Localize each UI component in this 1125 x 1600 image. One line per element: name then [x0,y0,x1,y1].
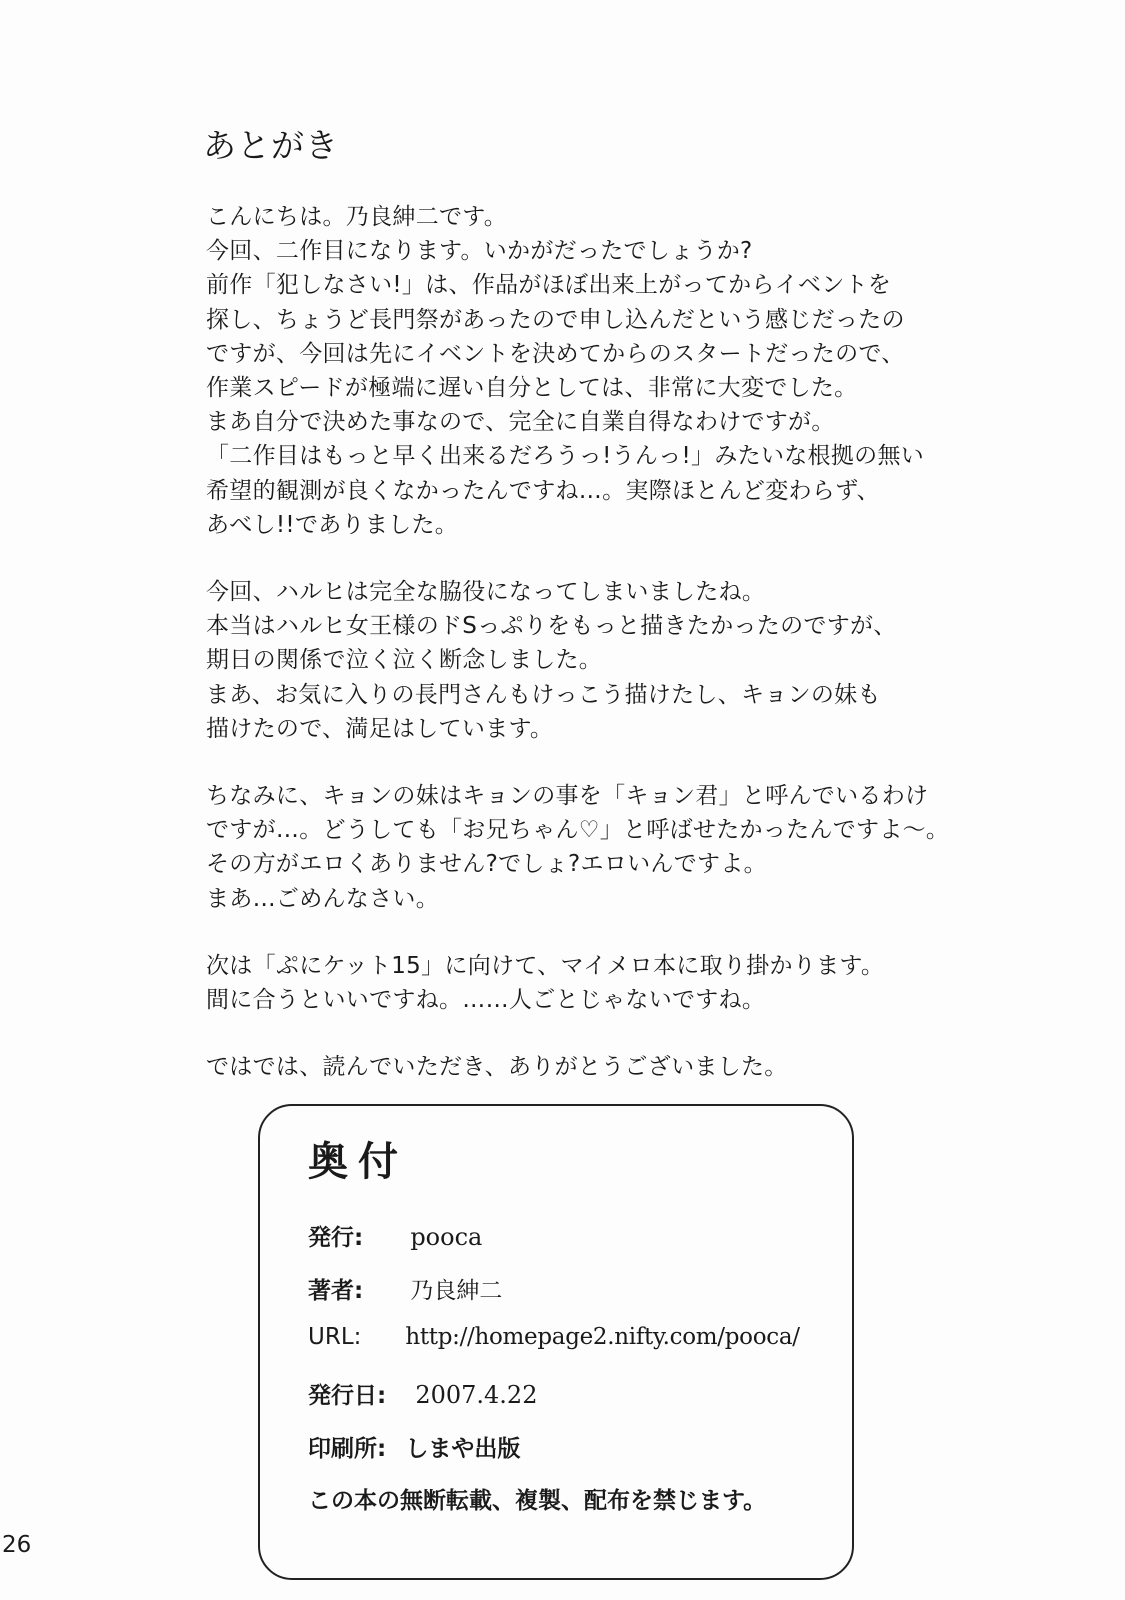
colophon-value: 2007.4.22 [415,1381,538,1409]
afterword-line: 探し、ちょうど長門祭があったので申し込んだという感じだったの [206,306,905,333]
afterword-line: ではでは、読んでいただき、ありがとうございました。 [206,1054,788,1081]
afterword-paragraph [206,575,1006,746]
colophon-value: しまや出版 [405,1436,521,1462]
colophon-row-date [308,1377,537,1410]
afterword-line: まあ、お気に入りの長門さんもけっこう描けたし、キョンの妹も [206,681,881,708]
afterword-line: ですが…。どうしても「お兄ちゃん♡」と呼ばせたかったんですよ〜。 [206,817,950,844]
afterword-line: その方がエロくありません?でしょ?エロいんですよ。 [206,851,767,878]
colophon-url-link[interactable]: http://homepage2.nifty.com/pooca/ [405,1324,800,1350]
afterword-paragraph [206,949,1006,1017]
afterword-paragraph [206,200,1006,542]
afterword-paragraph [206,1050,1006,1084]
colophon-value: 乃良紳二 [410,1278,503,1304]
colophon-value: pooca [410,1223,483,1251]
colophon-box [258,1104,854,1580]
colophon-title: 奥付 [308,1138,408,1185]
afterword-line: 希望的観測が良くなかったんですね…。実際ほとんど変わらず、 [206,477,880,504]
afterword-line: 間に合うといいですね。……人ごとじゃないですね。 [206,987,766,1014]
afterword-line: 作業スピードが極端に遅い自分としては、非常に大変でした。 [206,375,858,402]
colophon-row-url [308,1324,800,1350]
afterword-line: まあ…ごめんなさい。 [206,885,439,912]
colophon-key: 印刷所: [308,1436,387,1462]
afterword-line: まあ自分で決めた事なので、完全に自業自得なわけですが。 [206,409,835,436]
afterword-line: 描けたので、満足はしています。 [206,715,554,742]
colophon-key: URL: [308,1324,362,1350]
afterword-line: 期日の関係で泣く泣く断念しました。 [206,647,603,674]
colophon-row-publisher [308,1219,482,1252]
afterword-body [206,200,1006,1117]
colophon-key: 発行: [308,1225,364,1251]
afterword-line: こんにちは。乃良紳二です。 [206,204,508,230]
afterword-line: 「二作目はもっと早く出来るだろうっ!うんっ!」みたいな根拠の無い [206,443,925,470]
afterword-line: 今回、ハルヒは完全な脇役になってしまいましたね。 [206,579,766,606]
afterword-line: 本当はハルヒ女王様のドSっぷりをもっと描きたかったのですが、 [206,613,897,640]
colophon-key: 発行日: [308,1383,387,1409]
colophon-row-printer [308,1430,520,1463]
copyright-notice: この本の無断転載、複製、配布を禁じます。 [308,1488,767,1514]
afterword-line: ちなみに、キョンの妹はキョンの事を「キョン君」と呼んでいるわけ [206,783,929,810]
afterword-title: あとがき [203,126,339,165]
afterword-line: 次は「ぷにケット15」に向けて、マイメロ本に取り掛かります。 [206,952,885,979]
colophon-key: 著者: [308,1278,364,1304]
colophon-row-author [308,1272,502,1305]
afterword-paragraph [206,779,1006,916]
page-number: 26 [2,1532,32,1558]
afterword-line: 前作「犯しなさい!」は、作品がほぼ出来上がってからイベントを [206,272,892,299]
afterword-line: 今回、二作目になります。いかがだったでしょうか? [206,238,753,265]
afterword-line: ですが、今回は先にイベントを決めてからのスタートだったので、 [206,340,905,367]
afterword-line: あべし!!でありました。 [206,511,459,538]
